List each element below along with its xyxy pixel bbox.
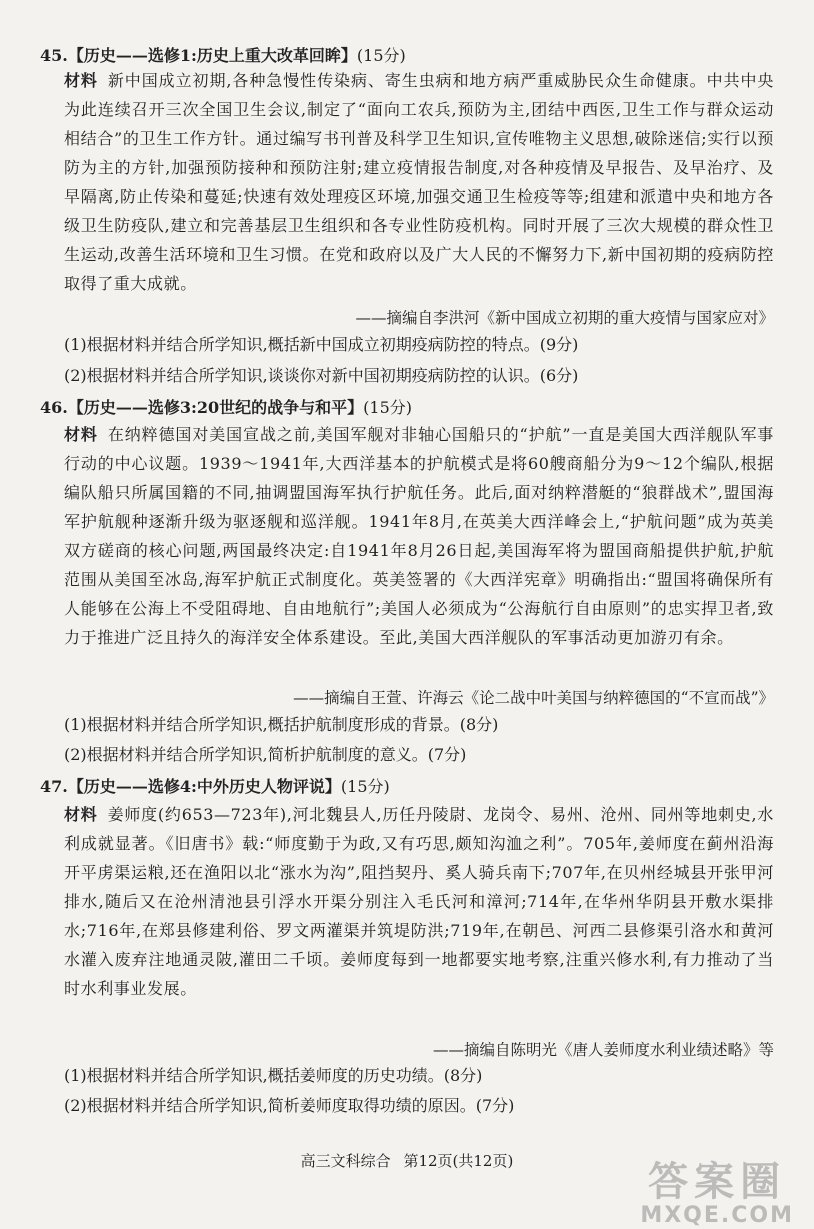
watermark-main-text: 答案圈 xyxy=(648,1159,787,1205)
q46-task-1: (1)根据材料并结合所学知识,概括护航制度形成的背景。(8分) xyxy=(64,715,499,734)
q47-material-text: 姜师度(约653—723年),河北魏县人,历任丹陵尉、龙岗令、易州、沧州、同州等地刺史,水利成就显著。《旧唐书》载:“师度勤于为政,又有巧思,颇知沟洫之利”。705年,姜师度在蓟州沿海开平虏渠运粮,还在渔阳以北“涨水为沟”,阻挡契丹、奚人骑兵南下;707年,在贝州经城县开张甲河排水,随后又在沧州清池县引浮水开渠分别注入毛氏河和漳河;714年,在华州华阴县开敷水渠排水;716年,在郑县修建利俗、罗文两灌渠并筑堤防洪;719年,在朝邑、河西二县修渠引洛水和黄河水灌入废弃注地通灵陂,灌田二千顷。姜师度每到一地都要实地考察,注重兴修水利,有力推动了当时水利事业发展。 xyxy=(64,805,774,998)
watermark-sub-text: MXQE.COM xyxy=(640,1203,794,1228)
q45-title: 【历史——选修1:历史上重大改革回眸】 xyxy=(67,46,357,65)
q47-title: 【历史——选修4:中外历史人物评说】 xyxy=(67,777,341,796)
q45-material xyxy=(64,66,774,298)
q45-heading xyxy=(40,44,774,68)
q47-material-label: 材料 xyxy=(64,805,98,824)
footer-page-number: 第12页(共12页) xyxy=(403,1152,514,1170)
q45-task-1: (1)根据材料并结合所学知识,概括新中国成立初期疫病防控的特点。(9分) xyxy=(64,335,579,354)
q45-material-text: 新中国成立初期,各种急慢性传染病、寄生虫病和地方病严重威胁民众生命健康。中共中央为此连续召开三次全国卫生会议,制定了“面向工农兵,预防为主,团结中西医,卫生工作与群众运动相结合”的卫生工作方针。通过编写书刊普及科学卫生知识,宣传唯物主义思想,破除迷信;实行以预防为主的方针,加强预防接种和预防注射;建立疫情报告制度,对各种疫情及早报告、及早治疗、及早隔离,防止传染和蔓延;快速有效处理疫区环境,加强交通卫生检疫等等;组建和派遣中央和地方各级卫生防疫队,建立和完善基层卫生组织和各专业性防疫机构。同时开展了三次大规模的群众性卫生运动,改善生活环境和卫生习惯。在党和政府以及广大人民的不懈努力下,新中国初期的疫病防控取得了重大成就。 xyxy=(64,71,774,293)
q46-score: (15分) xyxy=(363,398,413,417)
q47-number: 47. xyxy=(40,777,68,796)
q47-material xyxy=(64,800,774,1003)
q46-material-label: 材料 xyxy=(64,425,98,444)
q46-material-text: 在纳粹德国对美国宣战之前,美国军舰对非轴心国船只的“护航”一直是美国大西洋舰队军事行动的中心议题。1939～1941年,大西洋基本的护航模式是将60艘商船分为9～12个编队,根据编队船只所属国籍的不同,抽调盟国海军执行护航任务。此后,面对纳粹潜艇的“狼群战术”,盟国海军护航舰种逐渐升级为驱逐舰和巡洋舰。1941年8月,在英美大西洋峰会上,“护航问题”成为英美双方磋商的核心问题,两国最终决定:自1941年8月26日起,美国海军将为盟国商船提供护航,护航范围从美国至冰岛,海军护航正式制度化。英美签署的《大西洋宪章》明确指出:“盟国将确保所有人能够在公海上不受阻碍地、自由地航行”;美国人必须成为“公海航行自由原则”的忠实捍卫者,致力于推进广泛且持久的海洋安全体系建设。至此,美国大西洋舰队的军事活动更加游刃有余。 xyxy=(64,425,775,647)
q46-source: ——摘编自王萱、许海云《论二战中叶美国与纳粹德国的“不宣而战”》 xyxy=(293,689,774,707)
q46-material xyxy=(64,420,774,652)
q46-title: 【历史——选修3:20世纪的战争与和平】 xyxy=(67,398,364,417)
q46-number: 46. xyxy=(40,398,68,417)
q45-number: 45. xyxy=(40,46,68,65)
watermark-logo xyxy=(640,1160,794,1228)
q47-source: ——摘编自陈明光《唐人姜师度水利业绩述略》等 xyxy=(432,1041,774,1059)
q47-heading xyxy=(40,775,774,799)
q46-task-2: (2)根据材料并结合所学知识,简析护航制度的意义。(7分) xyxy=(64,745,467,764)
q45-source: ——摘编自李洪河《新中国成立初期的重大疫情与国家应对》 xyxy=(355,309,774,327)
q47-task-2: (2)根据材料并结合所学知识,简析姜师度取得功绩的原因。(7分) xyxy=(64,1096,515,1115)
q45-material-label: 材料 xyxy=(64,71,98,90)
q46-heading xyxy=(40,396,774,420)
q45-score: (15分) xyxy=(356,46,406,65)
q45-task-2: (2)根据材料并结合所学知识,谈谈你对新中国初期疫病防控的认识。(6分) xyxy=(64,366,579,385)
q47-score: (15分) xyxy=(340,777,390,796)
q47-task-1: (1)根据材料并结合所学知识,概括姜师度的历史功绩。(8分) xyxy=(64,1066,483,1085)
footer-subject: 高三文科综合 xyxy=(300,1152,391,1170)
